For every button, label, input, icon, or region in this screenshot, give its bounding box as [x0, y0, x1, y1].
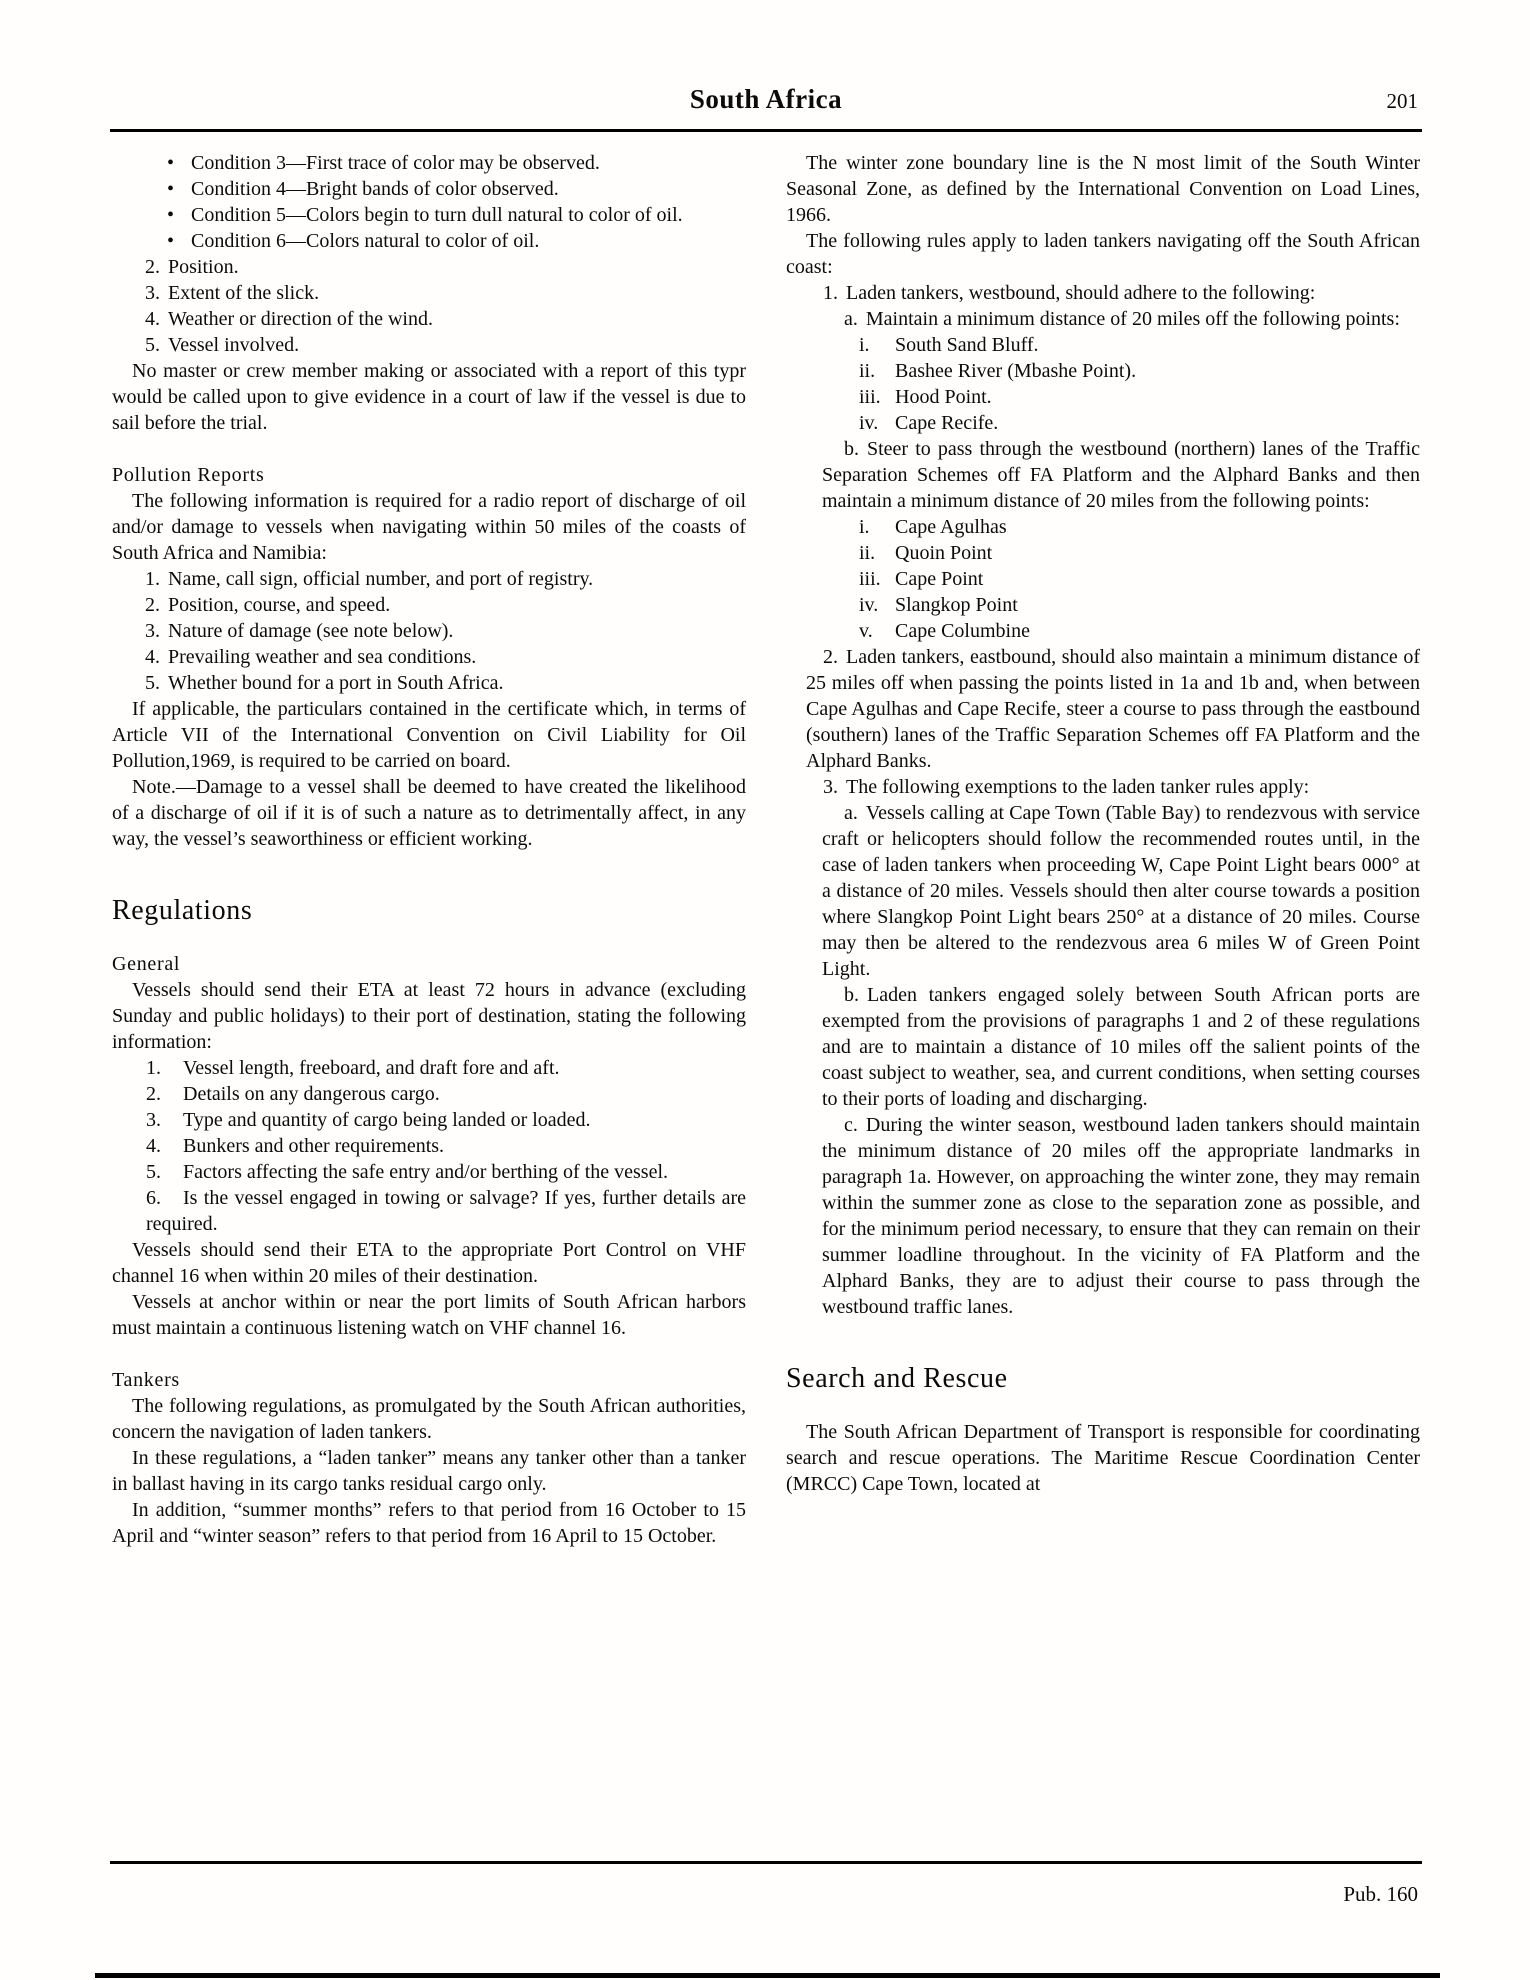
paragraph: The South African Department of Transport is responsible for coordinating search and rescue operations. The Maritime Rescue Coordination Center (MRCC) Cape Town, located at: [786, 1421, 1420, 1495]
bullet-list-item: [112, 202, 746, 228]
list-item-text: The following exemptions to the laden tanker rules apply:: [846, 776, 1310, 798]
numbered-list-item: [112, 306, 746, 332]
left-column: [112, 150, 746, 1549]
list-marker: iv.: [859, 594, 879, 616]
list-item-text: Weather or direction of the wind.: [168, 308, 433, 330]
section-subheading: Pollution Reports: [112, 464, 265, 486]
roman-list-item: [786, 358, 1420, 384]
list-marker: 1.: [145, 568, 160, 590]
list-marker: 3.: [146, 1109, 161, 1131]
section-heading: Regulations: [112, 895, 253, 926]
right-column: [786, 150, 1420, 1497]
list-item-text: Vessels calling at Cape Town (Table Bay) to rendezvous with service craft or helicopters should follow the recommended routes until, in the case of laden tankers when proceeding W, Cape Point Light bears 000° at a distance of 20 miles. Vessels should then alter course towards a position where Slangkop Point Light bears 250° at a distance of 20 miles. Course may then be altered to the rendezvous area 6 miles W of Green Point Light.: [822, 802, 1420, 980]
list-marker: iii.: [859, 386, 881, 408]
list-item-text: During the winter season, westbound laden tankers should maintain the minimum distance of 20 miles off the appropriate landmarks in paragraph 1a. However, on approaching the winter zone, they may remain within the summer zone as close to the separation zone as possible, and for the minimum period necessary, to ensure that they can remain on their summer loadline throughout. In the vicinity of FA Platform and the Alphard Banks, they are to adjust their course to pass through the westbound traffic lanes.: [822, 1114, 1420, 1318]
list-marker: 3.: [145, 620, 160, 642]
numbered-list-item: [112, 670, 746, 696]
roman-list-item: [786, 618, 1420, 644]
list-item-text: Position, course, and speed.: [168, 594, 391, 616]
lettered-list-item: [786, 1112, 1420, 1320]
list-marker: 2.: [823, 646, 838, 668]
footer-rule: [110, 1861, 1422, 1864]
list-item-text: Vessel length, freeboard, and draft fore and aft.: [183, 1057, 560, 1079]
paragraph: The following regulations, as promulgated by the South African authorities, concern the navigation of laden tankers.: [112, 1395, 746, 1443]
list-item-text: Slangkop Point: [895, 594, 1018, 616]
list-marker: 5.: [146, 1161, 161, 1183]
list-item-text: Details on any dangerous cargo.: [183, 1083, 440, 1105]
paragraph: If applicable, the particulars contained in the certificate which, in terms of Article VII of the International Convention on Civil Liability for Oil Pollution,1969, is required to be carried on board.: [112, 698, 746, 772]
section-subheading: Tankers: [112, 1369, 180, 1391]
list-marker: 3.: [145, 282, 160, 304]
paragraph: Vessels should send their ETA at least 72 hours in advance (excluding Sunday and public holidays) to their port of destination, stating the following information:: [112, 979, 746, 1053]
list-item-text: Vessel involved.: [168, 334, 300, 356]
publication-number: Pub. 160: [1343, 1882, 1418, 1906]
lettered-list-item: [786, 436, 1420, 514]
bullet-icon: •: [167, 204, 175, 226]
lettered-list-item: [786, 982, 1420, 1112]
list-item-text: Name, call sign, official number, and port of registry.: [168, 568, 594, 590]
list-marker: i.: [859, 334, 870, 356]
list-marker: 2.: [145, 256, 160, 278]
list-item-text: Condition 4—Bright bands of color observed.: [191, 178, 559, 200]
list-marker: ii.: [859, 542, 876, 564]
list-item-text: Cape Point: [895, 568, 984, 590]
list-item-text: Hood Point.: [895, 386, 992, 408]
numbered-list-item: [112, 1107, 746, 1133]
paragraph: The winter zone boundary line is the N most limit of the South Winter Seasonal Zone, as defined by the International Convention on Load Lines, 1966.: [786, 152, 1420, 226]
list-marker: 5.: [145, 672, 160, 694]
list-item-text: Bashee River (Mbashe Point).: [895, 360, 1137, 382]
list-marker: 1.: [823, 282, 838, 304]
list-marker: 6.: [146, 1187, 161, 1209]
list-item-text: Cape Recife.: [895, 412, 999, 434]
list-item-text: Type and quantity of cargo being landed or loaded.: [183, 1109, 591, 1131]
roman-list-item: [786, 410, 1420, 436]
roman-list-item: [786, 332, 1420, 358]
roman-list-item: [786, 384, 1420, 410]
numbered-list-item: [112, 644, 746, 670]
numbered-list-item: [112, 1185, 746, 1237]
list-marker: 5.: [145, 334, 160, 356]
bullet-list-item: [112, 228, 746, 254]
list-item-text: Laden tankers engaged solely between South African ports are exempted from the provisions of paragraphs 1 and 2 of these regulations and are to maintain a distance of 10 miles off the salient points of the coast subject to weather, sea, and current conditions, when setting courses to their ports of loading and discharging.: [822, 984, 1420, 1110]
list-item-text: Condition 5—Colors begin to turn dull natural to color of oil.: [191, 204, 683, 226]
two-column-body: [112, 150, 1420, 1549]
paragraph: Note.—Damage to a vessel shall be deemed to have created the likelihood of a discharge of oil if it is of such a nature as to detrimentally affect, in any way, the vessel’s seaworthiness or efficient working.: [112, 776, 746, 850]
list-item-text: South Sand Bluff.: [895, 334, 1039, 356]
bullet-list-item: [112, 176, 746, 202]
list-marker: a.: [844, 802, 858, 824]
list-marker: 4.: [146, 1135, 161, 1157]
list-item-text: Position.: [168, 256, 239, 278]
numbered-list-item: [112, 254, 746, 280]
bullet-icon: •: [167, 178, 175, 200]
list-marker: iv.: [859, 412, 879, 434]
numbered-list-item: [112, 566, 746, 592]
numbered-list-item: [112, 280, 746, 306]
list-item-text: Cape Columbine: [895, 620, 1030, 642]
numbered-list-item: [112, 1133, 746, 1159]
numbered-list-item: [112, 592, 746, 618]
list-marker: b.: [844, 438, 859, 460]
list-marker: v.: [859, 620, 873, 642]
paragraph: Vessels should send their ETA to the appropriate Port Control on VHF channel 16 when within 20 miles of their destination.: [112, 1239, 746, 1287]
bullet-icon: •: [167, 230, 175, 252]
roman-list-item: [786, 514, 1420, 540]
list-marker: 4.: [145, 308, 160, 330]
list-item-text: Maintain a minimum distance of 20 miles off the following points:: [865, 308, 1400, 330]
bullet-list-item: [112, 150, 746, 176]
list-marker: iii.: [859, 568, 881, 590]
numbered-list-item: [112, 1055, 746, 1081]
list-marker: 3.: [823, 776, 838, 798]
paragraph: In addition, “summer months” refers to that period from 16 October to 15 April and “winter season” refers to that period from 16 April to 15 October.: [112, 1499, 746, 1547]
list-item-text: Steer to pass through the westbound (northern) lanes of the Traffic Separation Schemes off FA Platform and the Alphard Banks and then maintain a minimum distance of 20 miles from the following points:: [822, 438, 1420, 512]
list-item-text: Laden tankers, westbound, should adhere to the following:: [846, 282, 1316, 304]
list-item-text: Nature of damage (see note below).: [168, 620, 454, 642]
list-item-text: Extent of the slick.: [168, 282, 320, 304]
lettered-list-item: [786, 800, 1420, 982]
numbered-list-item: [112, 1159, 746, 1185]
bullet-icon: •: [167, 152, 175, 174]
paragraph: Vessels at anchor within or near the port limits of South African harbors must maintain a continuous listening watch on VHF channel 16.: [112, 1291, 746, 1339]
paragraph: The following rules apply to laden tankers navigating off the South African coast:: [786, 230, 1420, 278]
list-marker: 4.: [145, 646, 160, 668]
page-number: 201: [1386, 89, 1418, 113]
list-marker: c.: [844, 1114, 858, 1136]
paragraph: In these regulations, a “laden tanker” means any tanker other than a tanker in ballast having in its cargo tanks residual cargo only.: [112, 1447, 746, 1495]
list-item-text: Prevailing weather and sea conditions.: [168, 646, 477, 668]
page-header-title: South Africa: [689, 84, 843, 114]
section-heading: Search and Rescue: [786, 1363, 1008, 1394]
list-item-text: Condition 6—Colors natural to color of oil.: [191, 230, 540, 252]
list-marker: 2.: [145, 594, 160, 616]
list-marker: b.: [844, 984, 859, 1006]
roman-list-item: [786, 566, 1420, 592]
numbered-list-item: [786, 774, 1420, 800]
list-item-text: Laden tankers, eastbound, should also maintain a minimum distance of 25 miles off when passing the points listed in 1a and 1b and, when between Cape Agulhas and Cape Recife, steer a course to pass through the eastbound (southern) lanes of the Traffic Separation Schemes off FA Platform and the Alphard Banks.: [806, 646, 1420, 772]
roman-list-item: [786, 592, 1420, 618]
list-item-text: Factors affecting the safe entry and/or berthing of the vessel.: [183, 1161, 669, 1183]
page-header: [112, 84, 1420, 124]
section-subheading: General: [112, 953, 181, 975]
list-item-text: Bunkers and other requirements.: [183, 1135, 445, 1157]
lettered-list-item: [786, 306, 1420, 332]
paragraph: The following information is required for a radio report of discharge of oil and/or damage to vessels when navigating within 50 miles of the coasts of South Africa and Namibia:: [112, 490, 746, 564]
numbered-list-item: [786, 280, 1420, 306]
list-item-text: Condition 3—First trace of color may be observed.: [191, 152, 600, 174]
list-item-text: Quoin Point: [895, 542, 993, 564]
numbered-list-item: [112, 618, 746, 644]
list-marker: i.: [859, 516, 870, 538]
list-item-text: Whether bound for a port in South Africa.: [168, 672, 504, 694]
numbered-list-item: [786, 644, 1420, 774]
page-bottom-edge: [95, 1973, 1440, 1978]
paragraph: No master or crew member making or associated with a report of this typr would be called upon to give evidence in a court of law if the vessel is due to sail before the trial.: [112, 360, 746, 434]
list-marker: 2.: [146, 1083, 161, 1105]
header-rule: [110, 129, 1422, 132]
list-marker: a.: [844, 308, 858, 330]
roman-list-item: [786, 540, 1420, 566]
list-item-text: Is the vessel engaged in towing or salvage? If yes, further details are required.: [146, 1187, 746, 1235]
list-marker: 1.: [146, 1057, 161, 1079]
list-marker: ii.: [859, 360, 876, 382]
numbered-list-item: [112, 1081, 746, 1107]
list-item-text: Cape Agulhas: [895, 516, 1007, 538]
numbered-list-item: [112, 332, 746, 358]
